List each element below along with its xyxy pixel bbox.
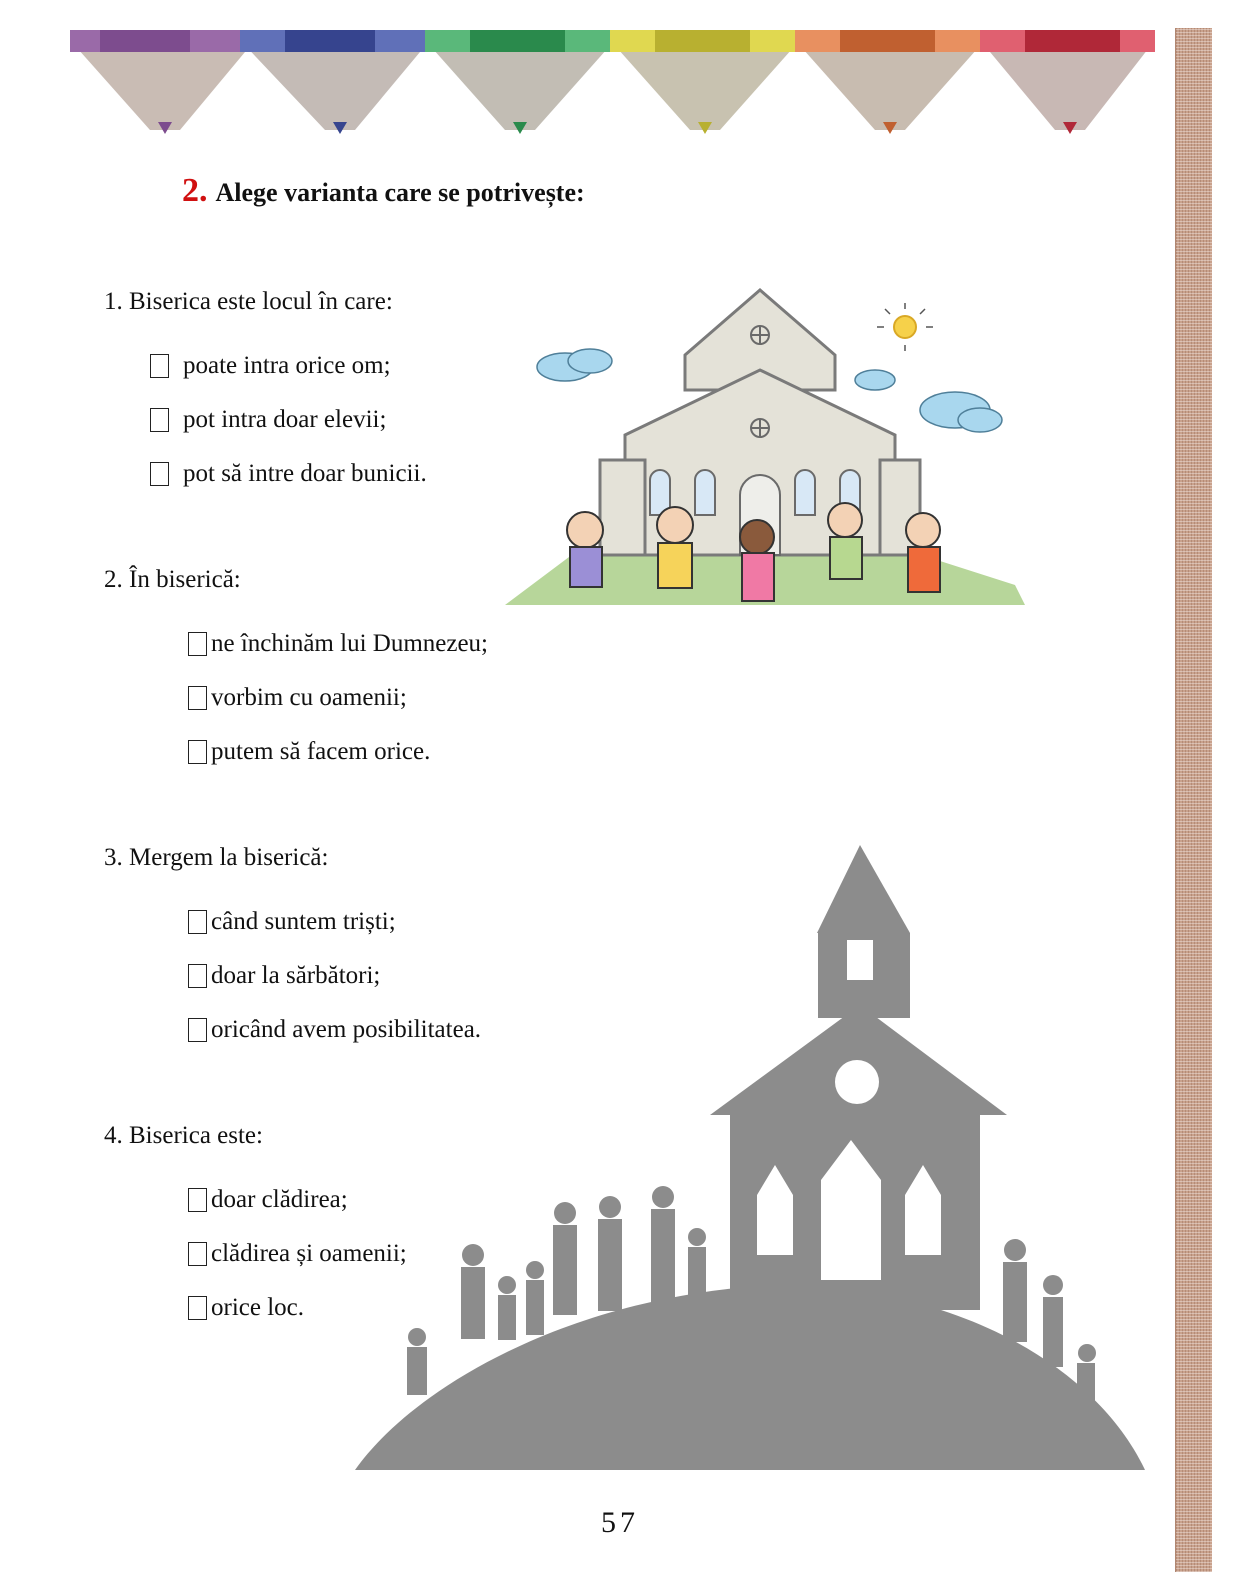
checkbox[interactable] [188,1242,207,1266]
question-1-option-2[interactable] [150,406,386,434]
checkbox[interactable] [150,354,169,378]
question-3-option-2[interactable] [188,962,380,990]
checkbox[interactable] [188,740,207,764]
question-2-option-3[interactable] [188,738,430,766]
option-label: doar clădirea; [211,1186,348,1213]
church-with-children-illustration [495,285,1035,625]
option-label: doar la sărbători; [211,962,381,989]
question-2: 2. În biserică: [104,566,241,593]
pencil-tip-3 [425,30,615,134]
exercise-number: 2. [182,172,208,209]
question-2-option-1[interactable] [188,630,488,658]
option-label: când suntem triști; [211,908,396,935]
option-label: vorbim cu oamenii; [211,684,407,711]
checkbox[interactable] [188,686,207,710]
question-4-option-3[interactable] [188,1294,304,1322]
pencil-tip-5 [795,30,985,134]
question-4-option-1[interactable] [188,1186,348,1214]
checkbox[interactable] [188,910,207,934]
checkbox[interactable] [188,632,207,656]
option-label: ne închinăm lui Dumnezeu; [211,630,489,657]
checkbox[interactable] [150,408,169,432]
decorative-side-border [1175,28,1212,1572]
option-label: poate intra orice om; [183,352,391,379]
pencil-tip-6 [980,30,1155,134]
pencil-tip-1 [70,30,255,134]
colored-pencils-decoration [70,30,1180,140]
question-3: 3. Mergem la biserică: [104,844,329,871]
checkbox[interactable] [188,1296,207,1320]
option-label: pot intra doar elevii; [183,406,387,433]
question-2-option-2[interactable] [188,684,407,712]
option-label: oricând avem posibilitatea. [211,1016,482,1043]
option-label: clădirea și oamenii; [211,1240,407,1267]
checkbox[interactable] [150,462,169,486]
question-1-option-1[interactable] [150,352,391,380]
checkbox[interactable] [188,964,207,988]
page-number: 57 [601,1506,639,1539]
checkbox[interactable] [188,1018,207,1042]
option-label: orice loc. [211,1294,305,1321]
pencil-tip-4 [610,30,800,134]
pencil-tip-2 [240,30,430,134]
question-4: 4. Biserica este: [104,1122,263,1149]
exercise-instruction: Alege varianta care se potrivește: [215,178,585,207]
question-1: 1. Biserica este locul în care: [104,288,393,315]
checkbox[interactable] [188,1188,207,1212]
question-1-option-3[interactable] [150,460,427,488]
church-silhouette [355,845,1145,1470]
sun-icon [877,303,933,351]
exercise-heading [182,172,585,210]
church-silhouette-illustration [355,845,1145,1475]
option-label: pot să intre doar bunicii. [183,460,427,487]
option-label: putem să facem orice. [211,738,431,765]
